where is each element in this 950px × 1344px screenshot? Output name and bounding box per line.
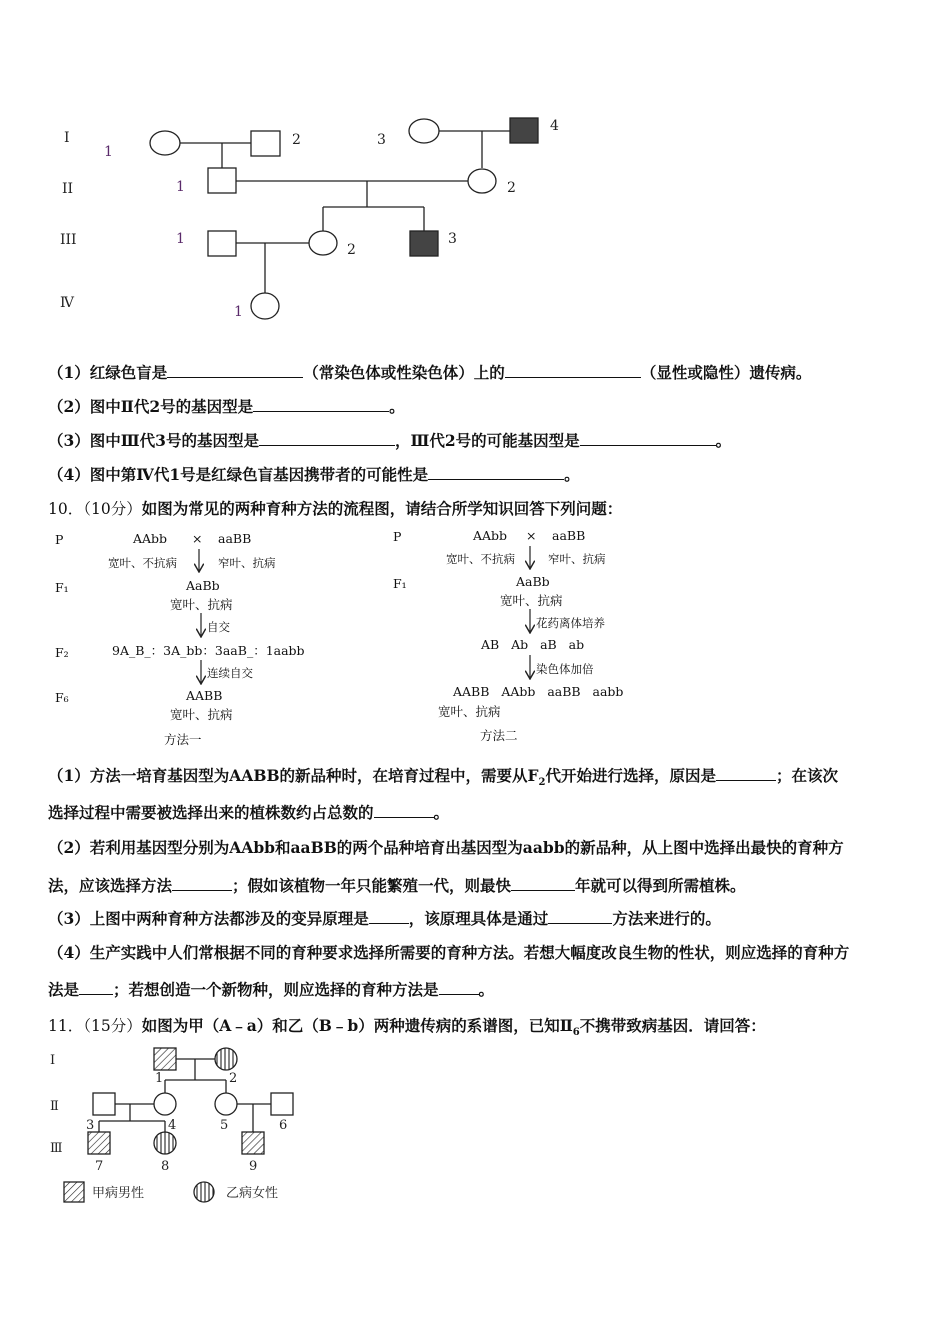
III9-disease-a-male bbox=[242, 1132, 264, 1154]
q9-item-3: （3）图中Ⅲ代3号的基因型是 ，Ⅲ代2号的可能基因型是 。 bbox=[48, 431, 732, 450]
gen-label-IV: Ⅳ bbox=[60, 295, 74, 311]
parent-left-genotype: AAbb bbox=[133, 531, 168, 546]
gen-label-II: Ⅱ bbox=[50, 1099, 59, 1114]
answer-blank[interactable] bbox=[374, 802, 434, 818]
III8-disease-b-female bbox=[154, 1132, 176, 1154]
pedigree-2 bbox=[0, 1040, 320, 1210]
gen-label-P: P bbox=[55, 532, 64, 547]
I2-disease-b-female bbox=[215, 1048, 237, 1070]
label-III2: 2 bbox=[347, 242, 356, 258]
label-8: 8 bbox=[161, 1159, 170, 1174]
II6-male bbox=[271, 1093, 293, 1115]
q10-sub-4-line-2: 法是 ；若想创造一个新物种，则应选择的育种方法是 。 bbox=[48, 980, 495, 999]
legend-disease-a-male-label: 甲病男性 bbox=[92, 1186, 145, 1201]
legend-disease-b-female-label: 乙病女性 bbox=[226, 1186, 279, 1201]
label-6: 6 bbox=[279, 1118, 288, 1133]
label-2: 2 bbox=[229, 1071, 238, 1086]
parent-right-genotype: aaBB bbox=[218, 531, 252, 546]
label-I2: 2 bbox=[292, 132, 301, 148]
parent-right-trait: 窄叶、抗病 bbox=[548, 552, 606, 566]
f1-genotype: AaBb bbox=[186, 578, 220, 593]
label-II1: 1 bbox=[176, 179, 185, 195]
f1-trait: 宽叶、抗病 bbox=[170, 597, 233, 612]
label-7: 7 bbox=[95, 1159, 104, 1174]
q9-item-4: （4）图中第Ⅳ代1号是红绿色盲基因携带者的可能性是 。 bbox=[48, 465, 580, 484]
legend-disease-b-female-symbol bbox=[194, 1182, 214, 1202]
q9-item-2: （2）图中Ⅱ代2号的基因型是 。 bbox=[48, 397, 405, 416]
q10-sub-4-line-1: （4）生产实践中人们常根据不同的育种要求选择所需要的育种方法。若想大幅度改良生物的性状，则应选择的育种方 bbox=[48, 943, 850, 962]
q10-sub-2-line-1: （2）若利用基因型分别为AAbb和aaBB的两个品种培育出基因型为aabb的新品种，从上图中选择出最快的育种方 bbox=[48, 838, 844, 857]
q11-stem: 11．（15分）如图为甲（A﹣a）和乙（B﹣b）两种遗传病的系谱图，已知$Ⅱ_6$不携带致病基因．请回答： bbox=[48, 1016, 766, 1039]
f2-ratio: 9A_B_：3A_bb：3aaB_：1aabb bbox=[112, 643, 305, 658]
label-I1: 1 bbox=[104, 144, 113, 160]
gen-label-F2: F₂ bbox=[55, 645, 69, 660]
cross-symbol: × bbox=[526, 528, 537, 543]
label-II2: 2 bbox=[507, 180, 516, 196]
f1-trait: 宽叶、抗病 bbox=[500, 593, 563, 608]
label-3: 3 bbox=[86, 1118, 95, 1133]
q10-sub-3: （3）上图中两种育种方法都涉及的变异原理是 ，该原理具体是通过 方法来进行的。 bbox=[48, 909, 721, 928]
answer-blank[interactable] bbox=[439, 979, 479, 995]
gen-label-I: I bbox=[64, 130, 70, 146]
answer-blank[interactable] bbox=[716, 765, 776, 781]
III7-disease-a-male bbox=[88, 1132, 110, 1154]
parent-left-trait: 宽叶、不抗病 bbox=[108, 556, 177, 570]
step-continuous-selfing: 连续自交 bbox=[207, 666, 253, 680]
answer-blank[interactable] bbox=[172, 875, 232, 891]
parent-left-trait: 宽叶、不抗病 bbox=[446, 552, 515, 566]
II4-female bbox=[154, 1093, 176, 1115]
gen-label-III: III bbox=[60, 232, 77, 248]
q10-sub-2-line-2: 法，应该选择方法 ；假如该植物一年只能繁殖一代，则最快 年就可以得到所需植株。 bbox=[48, 876, 746, 895]
q10-sub-1-line-2: 选择过程中需要被选择出来的植株数约占总数的 。 bbox=[48, 803, 450, 822]
offspring-trait: 宽叶、抗病 bbox=[438, 704, 501, 719]
label-5: 5 bbox=[220, 1118, 229, 1133]
q9-item-1: （1）红绿色盲是 （常染色体或性染色体）上的 （显性或隐性）遗传病。 bbox=[48, 363, 812, 382]
gen-label-F1: F₁ bbox=[55, 580, 69, 595]
gen-label-P: P bbox=[393, 529, 402, 544]
step-anther-culture: 花药离体培养 bbox=[536, 616, 605, 630]
q10-stem: 10．（10分）如图为常见的两种育种方法的流程图，请结合所学知识回答下列问题： bbox=[48, 499, 623, 518]
q10-sub-1-line-1: （1）方法一培育基因型为AABB的新品种时，在培育过程中，需要从$F_2$代开始进行选择，原因是 ；在该次 bbox=[48, 766, 839, 789]
haploid-gametes: AB Ab aB ab bbox=[481, 637, 585, 652]
gen-label-I: I bbox=[50, 1053, 56, 1068]
legend-disease-a-male-symbol bbox=[64, 1182, 84, 1202]
answer-blank[interactable] bbox=[369, 908, 409, 924]
gen-label-III: Ⅲ bbox=[50, 1141, 63, 1156]
cross-symbol: × bbox=[192, 531, 203, 546]
label-4: 4 bbox=[168, 1118, 177, 1133]
label-I4: 4 bbox=[550, 118, 559, 134]
answer-blank[interactable] bbox=[511, 875, 575, 891]
II5-female bbox=[215, 1093, 237, 1115]
label-IV1: 1 bbox=[234, 304, 243, 320]
label-9: 9 bbox=[249, 1159, 258, 1174]
answer-blank[interactable] bbox=[548, 908, 612, 924]
label-I3: 3 bbox=[377, 132, 386, 148]
gen-label-F1: F₁ bbox=[393, 576, 407, 591]
gen-label-II: II bbox=[62, 181, 74, 197]
step-selfing: 自交 bbox=[207, 620, 230, 634]
f6-trait: 宽叶、抗病 bbox=[170, 707, 233, 722]
f6-genotype: AABB bbox=[186, 688, 223, 703]
gen-label-F6: F₆ bbox=[55, 690, 69, 705]
answer-blank[interactable] bbox=[79, 979, 113, 995]
parent-left-genotype: AAbb bbox=[473, 528, 508, 543]
label-1: 1 bbox=[155, 1071, 164, 1086]
II3-male bbox=[93, 1093, 115, 1115]
step-chromosome-doubling: 染色体加倍 bbox=[536, 662, 594, 676]
label-III1: 1 bbox=[176, 231, 185, 247]
parent-right-genotype: aaBB bbox=[552, 528, 586, 543]
I1-disease-a-male bbox=[154, 1048, 176, 1070]
label-III3: 3 bbox=[448, 231, 457, 247]
method-2-label: 方法二 bbox=[480, 728, 518, 743]
f1-genotype: AaBb bbox=[516, 574, 550, 589]
parent-right-trait: 窄叶、抗病 bbox=[218, 556, 276, 570]
doubled-offspring: AABB AAbb aaBB aabb bbox=[453, 684, 624, 699]
method-1-label: 方法一 bbox=[164, 732, 202, 747]
